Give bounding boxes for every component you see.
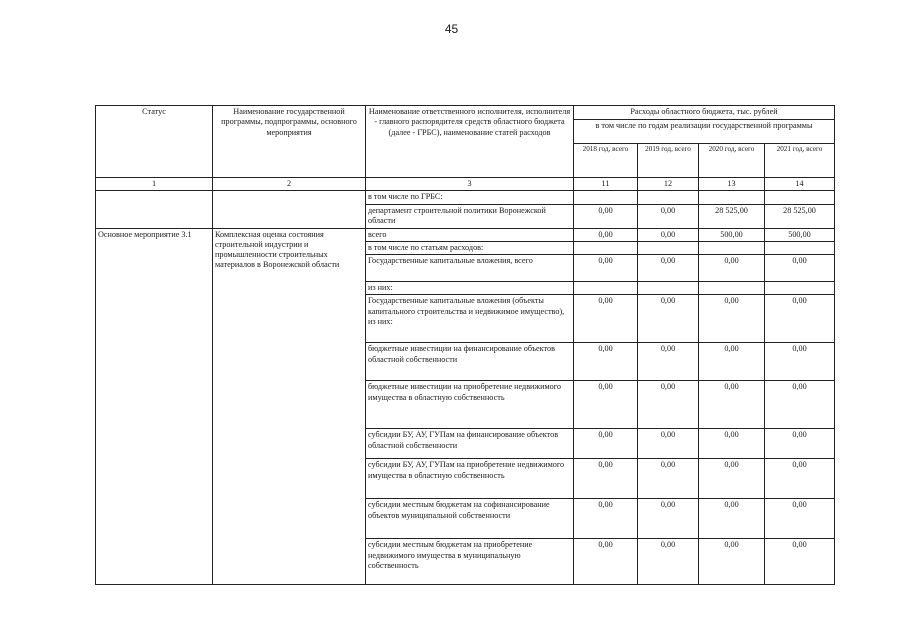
value-2018 [574,241,638,254]
header-program-name: Наименование государственной программы, подпрограммы, основного мероприятия [213,106,366,178]
program-name-cell: Комплексная оценка состояния строительной индустрии и промышленности строительных материалов в Воронежской области [213,228,366,585]
value-2019: 0,00 [638,228,699,241]
value-2019 [638,282,699,295]
value-2018: 0,00 [574,381,638,429]
expense-label: субсидии БУ, АУ, ГУПам на финансирование объектов областной собственности [366,429,574,459]
header-year-2020: 2020 год, всего [699,144,765,178]
value-2019 [638,191,699,204]
value-2018 [574,282,638,295]
expense-label: субсидии местным бюджетам на софинансирование объектов муниципальной собственности [366,499,574,539]
value-2019: 0,00 [638,295,699,343]
column-number: 2 [213,178,366,191]
value-2021: 0,00 [765,539,835,585]
value-2019: 0,00 [638,204,699,228]
value-2020: 0,00 [699,499,765,539]
value-2018: 0,00 [574,295,638,343]
value-2021: 28 525,00 [765,204,835,228]
budget-table [95,105,835,585]
value-2020: 0,00 [699,381,765,429]
header-by-years: в том числе по годам реализации государственной программы [574,120,835,144]
expense-label: из них: [366,282,574,295]
header-expenses: Расходы областного бюджета, тыс. рублей [574,106,835,120]
value-2018 [574,191,638,204]
column-number: 12 [638,178,699,191]
value-2021: 0,00 [765,429,835,459]
value-2018: 0,00 [574,499,638,539]
expense-label: субсидии местным бюджетам на приобретение недвижимого имущества в муниципальную собственность [366,539,574,585]
value-2019: 0,00 [638,255,699,282]
header-year-2021: 2021 год, всего [765,144,835,178]
value-2021: 0,00 [765,343,835,381]
value-2021: 0,00 [765,255,835,282]
column-number: 11 [574,178,638,191]
status-cell: Основное мероприятие 3.1 [96,228,213,585]
value-2021 [765,191,835,204]
value-2021: 0,00 [765,499,835,539]
program-name-cell [213,191,366,228]
value-2018: 0,00 [574,228,638,241]
table-row [96,191,835,204]
value-2020: 28 525,00 [699,204,765,228]
value-2020: 500,00 [699,228,765,241]
value-2021: 0,00 [765,381,835,429]
column-number: 14 [765,178,835,191]
value-2020 [699,241,765,254]
expense-label: всего [366,228,574,241]
value-2018: 0,00 [574,459,638,499]
value-2019: 0,00 [638,381,699,429]
value-2018: 0,00 [574,343,638,381]
expense-label: Государственные капитальные вложения, всего [366,255,574,282]
value-2019: 0,00 [638,499,699,539]
value-2020: 0,00 [699,459,765,499]
value-2019: 0,00 [638,429,699,459]
value-2018: 0,00 [574,429,638,459]
value-2021: 500,00 [765,228,835,241]
value-2019: 0,00 [638,459,699,499]
expense-label: в том числе по статьям расходов: [366,241,574,254]
value-2019: 0,00 [638,539,699,585]
value-2020: 0,00 [699,295,765,343]
header-year-2019: 2019 год, всего [638,144,699,178]
header-executor: Наименование ответственного исполнителя, исполнителя - главного распорядителя средств областного бюджета (далее - ГРБС), наименование статей расходов [366,106,574,178]
page-number: 45 [444,22,459,36]
header-year-2018: 2018 год, всего [574,144,638,178]
header-status: Статус [96,106,213,178]
value-2021: 0,00 [765,459,835,499]
expense-label: бюджетные инвестиции на приобретение недвижимого имущества в областную собственность [366,381,574,429]
table-row [96,228,835,241]
value-2021: 0,00 [765,295,835,343]
expense-label: Государственные капитальные вложения (объекты капитального строительства и недвижимое имущество), из них: [366,295,574,343]
value-2021 [765,282,835,295]
expense-label: департамент строительной политики Воронежской области [366,204,574,228]
column-number: 1 [96,178,213,191]
value-2020: 0,00 [699,539,765,585]
value-2019: 0,00 [638,343,699,381]
value-2020 [699,191,765,204]
value-2019 [638,241,699,254]
column-number: 3 [366,178,574,191]
value-2020 [699,282,765,295]
value-2020: 0,00 [699,429,765,459]
value-2021 [765,241,835,254]
value-2020: 0,00 [699,255,765,282]
status-cell [96,191,213,228]
expense-label: субсидии БУ, АУ, ГУПам на приобретение недвижимого имущества в областную собственность [366,459,574,499]
column-number: 13 [699,178,765,191]
value-2020: 0,00 [699,343,765,381]
expense-label: бюджетные инвестиции на финансирование объектов областной собственности [366,343,574,381]
value-2018: 0,00 [574,539,638,585]
expense-label: в том числе по ГРБС: [366,191,574,204]
value-2018: 0,00 [574,204,638,228]
value-2018: 0,00 [574,255,638,282]
